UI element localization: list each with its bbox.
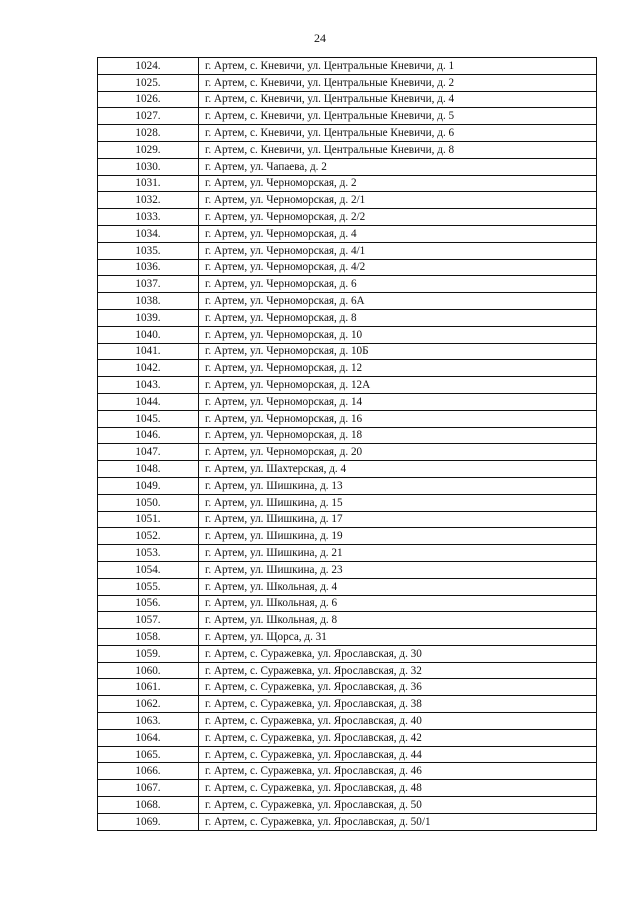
table-row (98, 91, 597, 108)
table-row (98, 729, 597, 746)
row-number-cell: 1032. (98, 192, 199, 209)
address-cell: г. Артем, ул. Шахтерская, д. 4 (199, 461, 597, 478)
row-number-cell: 1045. (98, 410, 199, 427)
row-number-cell: 1033. (98, 209, 199, 226)
table-row (98, 545, 597, 562)
address-cell: г. Артем, ул. Чапаева, д. 2 (199, 158, 597, 175)
row-number-cell: 1065. (98, 746, 199, 763)
table-row (98, 461, 597, 478)
address-cell: г. Артем, ул. Школьная, д. 4 (199, 578, 597, 595)
address-cell: г. Артем, ул. Черноморская, д. 2/2 (199, 209, 597, 226)
row-number-cell: 1030. (98, 158, 199, 175)
table-row (98, 662, 597, 679)
row-number-cell: 1041. (98, 343, 199, 360)
row-number-cell: 1049. (98, 477, 199, 494)
row-number-cell: 1057. (98, 612, 199, 629)
row-number-cell: 1060. (98, 662, 199, 679)
row-number-cell: 1039. (98, 309, 199, 326)
row-number-cell: 1069. (98, 813, 199, 830)
row-number-cell: 1031. (98, 175, 199, 192)
row-number-cell: 1061. (98, 679, 199, 696)
table-row (98, 444, 597, 461)
row-number-cell: 1044. (98, 393, 199, 410)
table-row (98, 427, 597, 444)
address-cell: г. Артем, ул. Черноморская, д. 2 (199, 175, 597, 192)
table-row (98, 393, 597, 410)
table-row (98, 410, 597, 427)
address-cell: г. Артем, с. Кневичи, ул. Центральные Кневичи, д. 6 (199, 125, 597, 142)
row-number-cell: 1037. (98, 276, 199, 293)
row-number-cell: 1035. (98, 242, 199, 259)
table-row (98, 629, 597, 646)
table-row (98, 326, 597, 343)
row-number-cell: 1068. (98, 797, 199, 814)
row-number-cell: 1025. (98, 74, 199, 91)
table-row (98, 377, 597, 394)
table-row (98, 477, 597, 494)
address-cell: г. Артем, с. Суражевка, ул. Ярославская, д. 46 (199, 763, 597, 780)
table-row (98, 259, 597, 276)
address-cell: г. Артем, с. Суражевка, ул. Ярославская, д. 40 (199, 713, 597, 730)
table-row (98, 797, 597, 814)
address-cell: г. Артем, ул. Шишкина, д. 23 (199, 561, 597, 578)
row-number-cell: 1042. (98, 360, 199, 377)
address-cell: г. Артем, с. Кневичи, ул. Центральные Кневичи, д. 4 (199, 91, 597, 108)
row-number-cell: 1028. (98, 125, 199, 142)
row-number-cell: 1047. (98, 444, 199, 461)
table-row (98, 645, 597, 662)
table-row (98, 561, 597, 578)
address-cell: г. Артем, ул. Школьная, д. 6 (199, 595, 597, 612)
row-number-cell: 1055. (98, 578, 199, 595)
table-row (98, 578, 597, 595)
row-number-cell: 1054. (98, 561, 199, 578)
row-number-cell: 1029. (98, 141, 199, 158)
row-number-cell: 1067. (98, 780, 199, 797)
address-cell: г. Артем, ул. Черноморская, д. 4 (199, 225, 597, 242)
address-cell: г. Артем, с. Суражевка, ул. Ярославская, д. 48 (199, 780, 597, 797)
address-cell: г. Артем, с. Кневичи, ул. Центральные Кневичи, д. 5 (199, 108, 597, 125)
table-row (98, 293, 597, 310)
row-number-cell: 1043. (98, 377, 199, 394)
address-cell: г. Артем, ул. Черноморская, д. 10Б (199, 343, 597, 360)
table-row (98, 713, 597, 730)
address-cell: г. Артем, с. Суражевка, ул. Ярославская, д. 38 (199, 696, 597, 713)
table-row (98, 696, 597, 713)
address-cell: г. Артем, с. Суражевка, ул. Ярославская, д. 42 (199, 729, 597, 746)
page-number: 24 (314, 31, 326, 45)
address-cell: г. Артем, ул. Шишкина, д. 13 (199, 477, 597, 494)
row-number-cell: 1034. (98, 225, 199, 242)
address-cell: г. Артем, с. Кневичи, ул. Центральные Кневичи, д. 8 (199, 141, 597, 158)
address-cell: г. Артем, ул. Шишкина, д. 19 (199, 528, 597, 545)
table-row (98, 309, 597, 326)
table-row (98, 595, 597, 612)
address-cell: г. Артем, ул. Щорса, д. 31 (199, 629, 597, 646)
address-cell: г. Артем, ул. Школьная, д. 8 (199, 612, 597, 629)
table-row (98, 679, 597, 696)
address-cell: г. Артем, ул. Черноморская, д. 4/2 (199, 259, 597, 276)
row-number-cell: 1066. (98, 763, 199, 780)
address-cell: г. Артем, с. Суражевка, ул. Ярославская, д. 32 (199, 662, 597, 679)
table-row (98, 763, 597, 780)
address-cell: г. Артем, ул. Черноморская, д. 6А (199, 293, 597, 310)
row-number-cell: 1050. (98, 494, 199, 511)
row-number-cell: 1027. (98, 108, 199, 125)
row-number-cell: 1053. (98, 545, 199, 562)
row-number-cell: 1062. (98, 696, 199, 713)
table-row (98, 141, 597, 158)
address-cell: г. Артем, с. Кневичи, ул. Центральные Кневичи, д. 2 (199, 74, 597, 91)
table-row (98, 813, 597, 830)
address-cell: г. Артем, с. Суражевка, ул. Ярославская, д. 30 (199, 645, 597, 662)
row-number-cell: 1063. (98, 713, 199, 730)
address-cell: г. Артем, ул. Черноморская, д. 14 (199, 393, 597, 410)
table-row (98, 108, 597, 125)
table-row (98, 242, 597, 259)
row-number-cell: 1056. (98, 595, 199, 612)
table-row (98, 125, 597, 142)
row-number-cell: 1046. (98, 427, 199, 444)
address-cell: г. Артем, ул. Черноморская, д. 12А (199, 377, 597, 394)
table-row (98, 175, 597, 192)
table-row (98, 225, 597, 242)
row-number-cell: 1040. (98, 326, 199, 343)
row-number-cell: 1038. (98, 293, 199, 310)
address-cell: г. Артем, ул. Черноморская, д. 10 (199, 326, 597, 343)
table-row (98, 780, 597, 797)
table-row (98, 58, 597, 75)
row-number-cell: 1059. (98, 645, 199, 662)
address-cell: г. Артем, ул. Шишкина, д. 21 (199, 545, 597, 562)
address-cell: г. Артем, ул. Черноморская, д. 20 (199, 444, 597, 461)
address-cell: г. Артем, с. Кневичи, ул. Центральные Кневичи, д. 1 (199, 58, 597, 75)
table-row (98, 746, 597, 763)
address-cell: г. Артем, ул. Черноморская, д. 18 (199, 427, 597, 444)
address-cell: г. Артем, с. Суражевка, ул. Ярославская, д. 36 (199, 679, 597, 696)
address-cell: г. Артем, ул. Черноморская, д. 6 (199, 276, 597, 293)
row-number-cell: 1058. (98, 629, 199, 646)
address-cell: г. Артем, ул. Черноморская, д. 2/1 (199, 192, 597, 209)
row-number-cell: 1024. (98, 58, 199, 75)
row-number-cell: 1052. (98, 528, 199, 545)
table-row (98, 343, 597, 360)
table-row (98, 612, 597, 629)
table-row (98, 209, 597, 226)
address-cell: г. Артем, ул. Шишкина, д. 17 (199, 511, 597, 528)
table-row (98, 192, 597, 209)
row-number-cell: 1026. (98, 91, 199, 108)
address-table-body (98, 58, 597, 831)
address-cell: г. Артем, ул. Черноморская, д. 16 (199, 410, 597, 427)
table-row (98, 276, 597, 293)
table-row (98, 494, 597, 511)
row-number-cell: 1064. (98, 729, 199, 746)
row-number-cell: 1036. (98, 259, 199, 276)
address-cell: г. Артем, ул. Черноморская, д. 4/1 (199, 242, 597, 259)
address-cell: г. Артем, с. Суражевка, ул. Ярославская, д. 44 (199, 746, 597, 763)
row-number-cell: 1048. (98, 461, 199, 478)
table-row (98, 360, 597, 377)
table-row (98, 74, 597, 91)
address-table (97, 57, 597, 831)
address-cell: г. Артем, с. Суражевка, ул. Ярославская, д. 50/1 (199, 813, 597, 830)
address-cell: г. Артем, ул. Черноморская, д. 12 (199, 360, 597, 377)
table-row (98, 528, 597, 545)
row-number-cell: 1051. (98, 511, 199, 528)
table-row (98, 511, 597, 528)
table-row (98, 158, 597, 175)
address-cell: г. Артем, с. Суражевка, ул. Ярославская, д. 50 (199, 797, 597, 814)
address-cell: г. Артем, ул. Шишкина, д. 15 (199, 494, 597, 511)
address-cell: г. Артем, ул. Черноморская, д. 8 (199, 309, 597, 326)
